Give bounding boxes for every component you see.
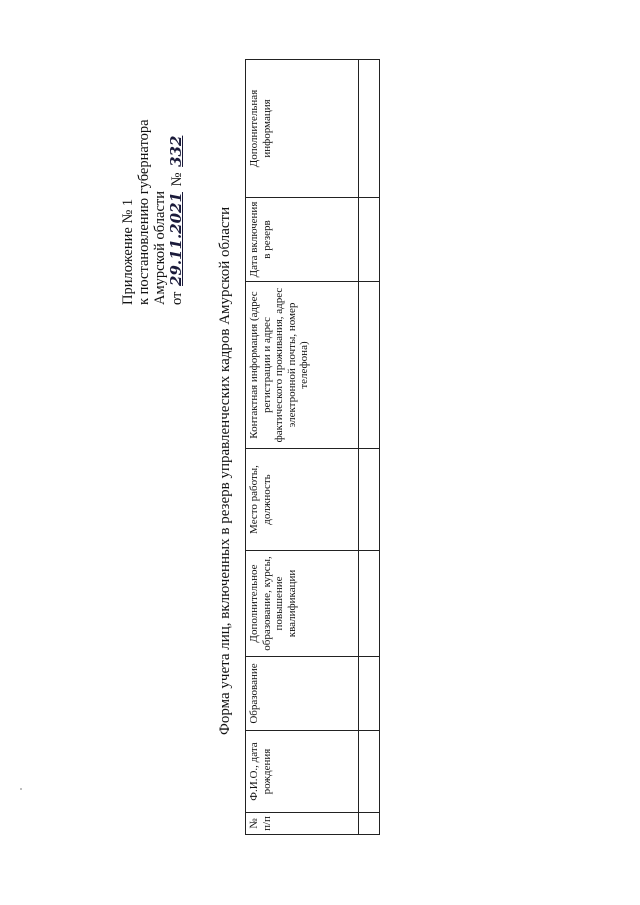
appendix-region: Амурской области	[152, 191, 168, 305]
appendix-resolution: к постановлению губернатора	[136, 119, 152, 305]
header-cell-additional-education: Дополнительное образование, курсы, повышение квалификации	[246, 551, 359, 657]
table-cell	[359, 449, 380, 551]
appendix-header	[120, 5, 185, 305]
handwritten-date: 29.11.2021	[167, 192, 185, 286]
table-row	[359, 60, 380, 835]
header-cell-inclusion-date: Дата включения в резерв	[246, 198, 359, 282]
table-cell	[359, 60, 380, 198]
table-header-row	[246, 60, 359, 835]
appendix-number: Приложение № 1	[120, 198, 136, 305]
header-cell-name: Ф.И.О., дата рождения	[246, 731, 359, 813]
table-cell	[359, 282, 380, 449]
handwritten-number: 332	[167, 135, 185, 167]
form-title: Форма учета лиц, включенных в резерв управленческих кадров Амурской области	[217, 206, 233, 735]
table-cell	[359, 813, 380, 835]
appendix-date-line	[168, 5, 185, 305]
date-prefix: от	[169, 291, 185, 305]
table-cell	[359, 198, 380, 282]
table-cell	[359, 731, 380, 813]
reserve-table	[245, 59, 380, 835]
header-cell-education: Образование	[246, 657, 359, 731]
header-cell-number: № п/п	[246, 813, 359, 835]
table-cell	[359, 551, 380, 657]
table-cell	[359, 657, 380, 731]
number-prefix: №	[169, 172, 185, 187]
header-cell-additional-info: Дополнительная информация	[246, 60, 359, 198]
header-cell-workplace: Место работы, должность	[246, 449, 359, 551]
header-cell-contacts: Контактная информация (адрес регистрации и адрес фактического проживания, адрес электронной почты, номер телефона)	[246, 282, 359, 449]
scan-speck	[20, 788, 22, 790]
